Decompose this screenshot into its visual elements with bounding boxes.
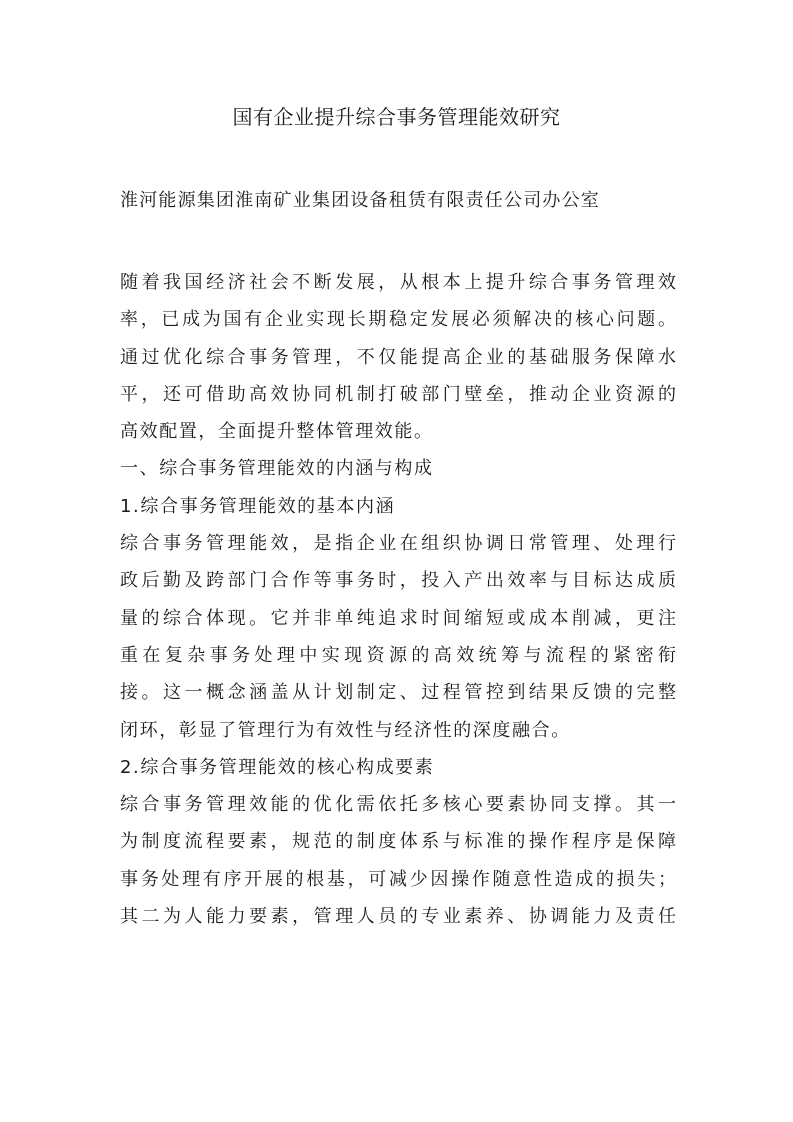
paragraph-line: 其二为人能力要素，管理人员的专业素养、协调能力及责任 [120,906,676,928]
paragraph-line: 率，已成为国有企业实现长期稳定发展必须解决的核心问题。 [120,309,676,331]
author-affiliation: 淮河能源集团淮南矿业集团设备租赁有限责任公司办公室 [120,190,600,211]
paragraph-line: 平，还可借助高效协同机制打破部门壁垒，推动企业资源的 [120,383,676,405]
paragraph-line: 政后勤及跨部门合作等事务时，投入产出效率与目标达成质 [120,570,676,592]
paragraph-line: 为制度流程要素，规范的制度体系与标准的操作程序是保障 [120,831,676,853]
document-title: 国有企业提升综合事务管理能效研究 [232,105,561,129]
paragraph-line: 随着我国经济社会不断发展，从根本上提升综合事务管理效 [120,272,676,293]
paragraph-line: 1.综合事务管理能效的基本内涵 [120,495,396,517]
paragraph-line: 2.综合事务管理能效的核心构成要素 [120,756,435,778]
paragraph-line: 一、综合事务管理能效的内涵与构成 [120,458,434,480]
paragraph-line: 接。这一概念涵盖从计划制定、过程管控到结果反馈的完整 [120,682,676,704]
paragraph-line: 综合事务管理能效，是指企业在组织协调日常管理、处理行 [120,533,676,555]
paragraph-line: 综合事务管理效能的优化需依托多核心要素协同支撑。其一 [120,794,676,816]
body-text [120,264,676,935]
paragraph-line: 通过优化综合事务管理，不仅能提高企业的基础服务保障水 [120,346,676,368]
paragraph-line: 量的综合体现。它并非单纯追求时间缩短或成本削减，更注 [120,607,676,629]
paragraph-line: 闭环，彰显了管理行为有效性与经济性的深度融合。 [120,719,571,741]
paragraph-line: 事务处理有序开展的根基，可减少因操作随意性造成的损失； [120,868,676,890]
paragraph-line: 高效配置，全面提升整体管理效能。 [120,421,434,443]
paragraph-line: 重在复杂事务处理中实现资源的高效统筹与流程的紧密衔 [120,644,676,666]
